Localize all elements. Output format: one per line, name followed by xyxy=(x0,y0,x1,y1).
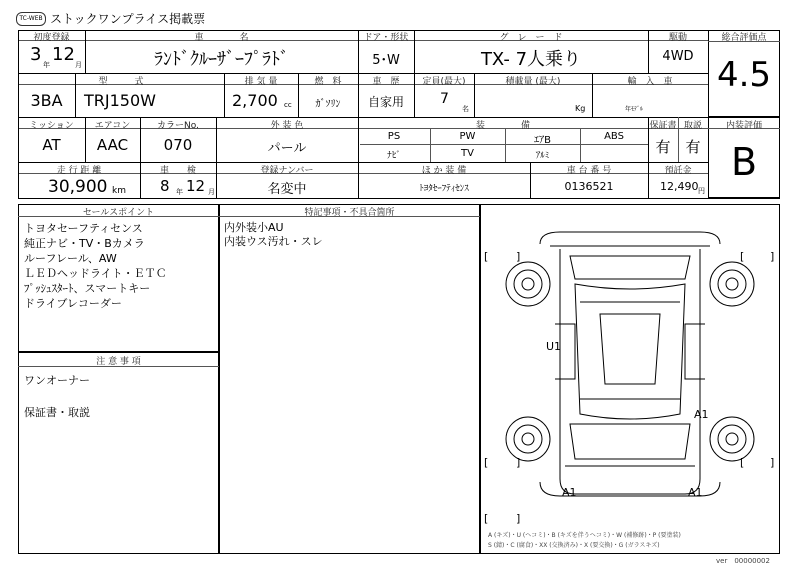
label-interior-score: 内装評価 xyxy=(725,121,762,131)
sales-point-item: ﾌﾟｯｼｭｽﾀｰﾄ、スマートキー xyxy=(24,282,151,295)
diagram-legend-line2: S (錆)・C (腐食)・XX (交換済み)・X (要交換)・G (ガラスキズ) xyxy=(488,542,660,549)
version-label: ver 00000002 xyxy=(716,557,770,565)
sales-point-item: ルーフレール、AW xyxy=(24,252,117,265)
damage-mark-a1-right: A1 xyxy=(694,408,709,421)
diagram-bracket-bottom: ] xyxy=(516,512,521,525)
diagram-bracket-fl: [ xyxy=(484,250,489,263)
label-warranty: 保証書 xyxy=(649,121,677,131)
interior-score: B xyxy=(730,140,758,184)
label-drive: 駆動 xyxy=(668,33,687,43)
other-equipment: ﾄﾖﾀｾｰﾌﾃｨｾﾝｽ xyxy=(419,184,469,194)
displacement-unit: cc xyxy=(284,101,292,109)
mission: AT xyxy=(42,136,61,154)
equip-navi: ﾅﾋﾞ xyxy=(387,151,401,161)
diagram-bracket-bottom: [ xyxy=(484,512,489,525)
label-first-reg: 初度登録 xyxy=(33,33,70,43)
capacity: 7 xyxy=(440,91,449,107)
load-unit: Kg xyxy=(575,104,586,113)
label-import: 輸 入 車 xyxy=(627,77,673,87)
label-aircon: エアコン xyxy=(94,121,131,131)
label-exterior-color: 外 装 色 xyxy=(270,121,304,131)
first-reg-year-unit: 年 xyxy=(43,61,50,69)
diagram-legend-line1: A (キズ)・U (ヘコミ)・B (キズを伴うヘコミ)・W (補修跡)・P (要塗装) xyxy=(488,532,681,539)
label-displacement: 排 気 量 xyxy=(244,77,278,87)
label-chassis: 車 台 番 号 xyxy=(566,166,612,176)
mileage: 30,900 xyxy=(48,177,108,197)
label-cautions: 注 意 事 項 xyxy=(96,357,141,367)
label-load: 積載量 (最大) xyxy=(505,77,561,87)
import-model-year: 年ﾓﾃﾞﾙ xyxy=(625,106,644,113)
door-type: 5･W xyxy=(372,53,400,68)
label-overall-score: 総合評価点 xyxy=(721,33,767,43)
label-mileage: 走 行 距 離 xyxy=(56,166,102,176)
mileage-unit: km xyxy=(112,186,126,196)
label-sales-points: セールスポイント xyxy=(82,208,155,218)
inspect-month: 12 xyxy=(186,177,206,195)
sales-point-item: ドライブレコーダー xyxy=(24,297,122,310)
equip-tv: TV xyxy=(461,148,474,159)
first-reg-month: 12 xyxy=(52,44,75,65)
caution-item xyxy=(24,389,90,405)
sales-point-item: ＬＥＤヘッドライト・ＥＴＣ xyxy=(24,267,167,280)
equip-airbag: ｴｱB xyxy=(534,135,551,146)
price: 12,490 xyxy=(660,180,699,193)
label-capacity: 定員(最大) xyxy=(422,77,466,87)
grade: TX- 7人乗り xyxy=(480,49,582,70)
diagram-bracket-fr: [ xyxy=(740,250,745,263)
damage-mark-u1: U1 xyxy=(546,340,562,353)
label-manual: 取説 xyxy=(683,121,702,131)
diagram-bracket-rl: ] xyxy=(516,456,521,469)
model-prefix: 3BA xyxy=(30,91,63,110)
label-model: 型 式 xyxy=(98,77,144,87)
special-notes-list xyxy=(224,221,323,249)
label-color-no: カラーNo. xyxy=(157,121,199,131)
logo-text: TC-WEB xyxy=(19,15,43,22)
cautions-list xyxy=(24,373,90,421)
label-vehicle-name: 車 名 xyxy=(194,33,249,43)
diagram-bracket-fr: ] xyxy=(770,250,775,263)
inspect-year-unit: 年 xyxy=(176,188,183,196)
damage-mark-a1-rear-left: A1 xyxy=(562,486,577,499)
overall-score: 4.5 xyxy=(716,55,772,95)
exterior-color: パール xyxy=(267,141,307,156)
sales-point-item: 純正ナビ・TV・Bカメラ xyxy=(24,237,145,250)
manual: 有 xyxy=(685,138,701,156)
sales-point-item: トヨタセーフティセンス xyxy=(24,222,143,235)
label-grade: グ レ ー ド xyxy=(499,33,563,43)
chassis-number: 0136521 xyxy=(564,180,614,193)
equip-alumi: ｱﾙﾐ xyxy=(535,151,550,161)
color-no: 070 xyxy=(163,136,193,154)
vehicle-name: ﾗﾝﾄﾞｸﾙｰｻﾞｰﾌﾟﾗﾄﾞ xyxy=(154,49,289,70)
car-damage-diagram xyxy=(480,204,780,554)
special-note-item: 内外装小AU xyxy=(224,221,284,234)
equip-pw: PW xyxy=(459,131,476,142)
capacity-unit: 名 xyxy=(462,105,469,113)
label-equipment: 装 備 xyxy=(475,121,530,131)
damage-mark-a1-rear-right: A1 xyxy=(688,486,703,499)
diagram-bracket-rl: [ xyxy=(484,456,489,469)
label-door-type: ドア・形状 xyxy=(363,33,409,43)
label-special-notes: 特記事項・不具合箇所 xyxy=(304,208,395,218)
label-other-equipment: ほ か 装 備 xyxy=(421,166,467,176)
caution-item: ワンオーナー xyxy=(24,374,90,387)
diagram-bracket-rr: ] xyxy=(770,456,775,469)
label-history: 車 歴 xyxy=(372,77,400,87)
label-plate: 登録ナンバー xyxy=(260,166,314,176)
plate: 名変中 xyxy=(267,182,307,197)
label-mission: ミッション xyxy=(29,121,74,131)
page-title: ストックワンプライス掲載票 xyxy=(50,12,206,26)
price-unit: 円 xyxy=(698,187,705,195)
diagram-bracket-fl: ] xyxy=(516,250,521,263)
fuel: ｶﾞｿﾘﾝ xyxy=(315,99,341,110)
label-price: 預託金 xyxy=(664,166,692,176)
drive: 4WD xyxy=(662,49,694,64)
inspect-year: 8 xyxy=(160,177,170,195)
first-reg-month-unit: 月 xyxy=(75,61,82,69)
first-reg-year: 3 xyxy=(30,44,42,65)
displacement: 2,700 xyxy=(232,91,278,110)
special-notes-box xyxy=(219,204,480,554)
diagram-bracket-rr: [ xyxy=(740,456,745,469)
sales-points-list xyxy=(24,221,167,311)
warranty: 有 xyxy=(655,138,671,156)
inspect-month-unit: 月 xyxy=(208,188,215,196)
caution-item: 保証書・取説 xyxy=(24,406,90,419)
aircon: AAC xyxy=(96,136,129,154)
equip-ps: PS xyxy=(387,131,401,142)
special-note-item: 内装ウス汚れ・スレ xyxy=(224,235,323,248)
label-fuel: 燃 料 xyxy=(314,77,342,87)
model: TRJ150W xyxy=(84,91,156,110)
history: 自家用 xyxy=(367,95,404,109)
logo xyxy=(16,12,46,26)
label-inspection: 車 検 xyxy=(159,166,196,176)
equip-abs: ABS xyxy=(604,131,624,142)
